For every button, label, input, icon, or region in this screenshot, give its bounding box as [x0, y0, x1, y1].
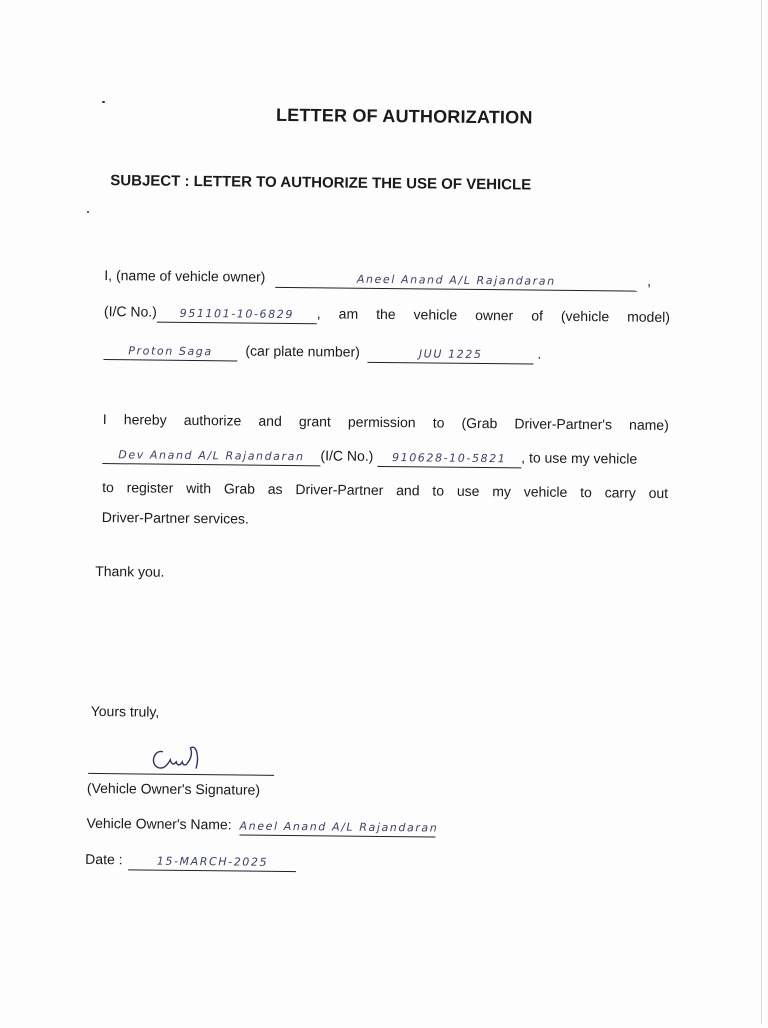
signature-line: [88, 737, 274, 776]
ic-label: (I/C No.): [103, 303, 157, 320]
plate-label: (car plate number): [245, 342, 360, 360]
plate-number-field: JUU 1225: [368, 346, 534, 365]
date-label: Date :: [85, 850, 123, 868]
authorize-line: [103, 411, 669, 433]
services-text: Driver-Partner services.: [101, 509, 249, 527]
letter-title: LETTER OF AUTHORIZATION: [275, 104, 533, 128]
driver-name-field: Dev Anand A/L Rajandaran: [102, 447, 320, 466]
model-text: , am the vehicle owner of (vehicle model): [316, 305, 671, 325]
owner-name-field: Aneel Anand A/L Rajandaran: [275, 271, 637, 292]
vehicle-model-field: Proton Saga: [103, 343, 237, 361]
date-written: 15-MARCH-2025: [128, 853, 296, 872]
register-text: to register with Grab as Driver-Partner and to use my vehicle to carry out: [102, 479, 669, 501]
driver-line: [102, 445, 668, 470]
signature-caption: (Vehicle Owner's Signature): [86, 779, 261, 798]
thank-you: Thank you.: [95, 562, 165, 580]
register-line: [102, 479, 668, 501]
closing: Yours truly,: [90, 702, 160, 720]
owner-name-row: [86, 814, 439, 838]
letter-subject: SUBJECT : LETTER TO AUTHORIZE THE USE OF VEHICLE: [110, 172, 532, 194]
para1-end: .: [537, 345, 542, 362]
owner-line: [104, 267, 670, 292]
owner-suffix: ,: [647, 272, 652, 289]
owner-name-label: Vehicle Owner's Name:: [86, 814, 232, 833]
driver-line-tail: , to use my vehicle: [521, 449, 638, 467]
owner-name-written: Aneel Anand A/L Rajandaran: [239, 819, 435, 838]
owner-prefix: I, (name of vehicle owner): [104, 267, 266, 285]
model-plate-line: [103, 341, 669, 366]
owner-ic-field: 951101-10-6829: [157, 306, 317, 325]
driver-ic-field: 910628-10-5821: [377, 450, 521, 469]
ic-model-line: [104, 303, 670, 328]
date-row: [85, 851, 296, 872]
services-line: [102, 509, 668, 531]
driver-ic-label: (I/C No.): [320, 447, 374, 464]
authorize-text: I hereby authorize and grant permission to (Grab Driver-Partner's name): [102, 411, 669, 433]
signature-mark: [146, 738, 216, 775]
